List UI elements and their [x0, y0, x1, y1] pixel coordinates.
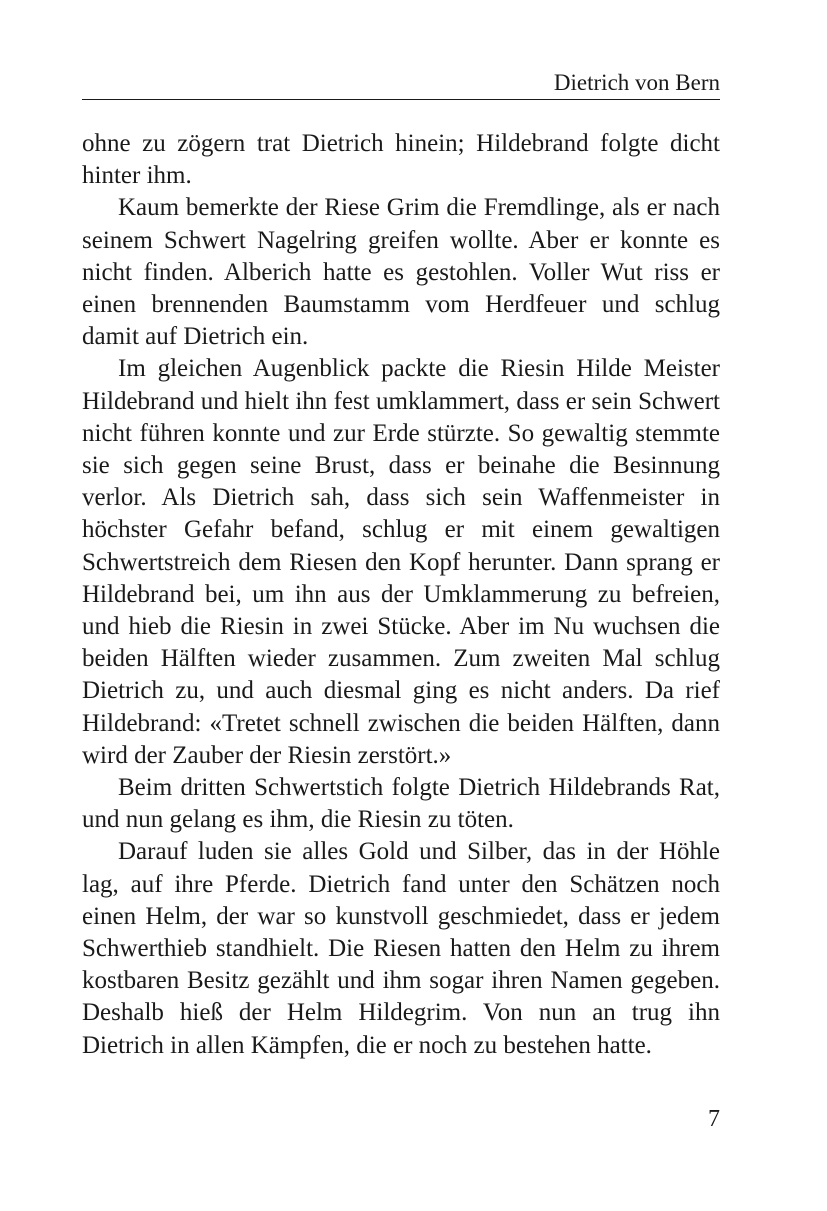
paragraph-1: ohne zu zögern trat Dietrich hinein; Hildebrand folgte dicht hinter ihm. [82, 130, 720, 190]
running-title: Dietrich von Bern [553, 70, 720, 95]
paragraph-3: Im gleichen Augenblick packte die Riesin Hilde Meister Hildebrand und hielt ihn fest umklammert, dass er sein Schwert nicht führen konnte und zur Erde stürzte. So gewaltig stemmte sie sich gegen seine Brust, dass er beinahe die Besinnung verlor. Als Dietrich sah, dass sich sein Waffenmeister in höchster Gefahr befand, schlug er mit einem gewaltigen Schwertstreich dem Riesen den Kopf herunter. Dann sprang er Hildebrand bei, um ihn aus der Umklammerung zu befreien, und hieb die Riesin in zwei Stücke. Aber im Nu wuchsen die beiden Hälften wieder zusammen. Zum zweiten Mal schlug Dietrich zu, und auch diesmal ging es nicht anders. Da rief Hildebrand: «Tretet schnell zwischen die beiden Hälften, dann wird der Zauber der Riesin zerstört.» [82, 355, 720, 769]
page-number: 7 [708, 1106, 720, 1132]
body-text [82, 128, 720, 1062]
paragraph-4: Beim dritten Schwertstich folgte Dietrich Hildebrands Rat, und nun gelang es ihm, die Riesin zu töten. [82, 774, 720, 834]
paragraph-2: Kaum bemerkte der Riese Grim die Fremdlinge, als er nach seinem Schwert Nagelring greifen wollte. Aber er konnte es nicht finden. Alberich hatte es gestohlen. Voller Wut riss er einen brennenden Baumstamm vom Herdfeuer und schlug damit auf Dietrich ein. [82, 194, 720, 351]
running-header [82, 70, 720, 100]
paragraph-5: Darauf luden sie alles Gold und Silber, das in der Höhle lag, auf ihre Pferde. Dietrich fand unter den Schätzen noch einen Helm, der war so kunstvoll geschmiedet, dass er jedem Schwerthieb standhielt. Die Riesen hatten den Helm zu ihrem kostbaren Besitz gezählt und ihm sogar ihren Namen gegeben. Deshalb hieß der Helm Hildegrim. Von nun an trug ihn Dietrich in allen Kämpfen, die er noch zu bestehen hatte. [82, 838, 720, 1059]
